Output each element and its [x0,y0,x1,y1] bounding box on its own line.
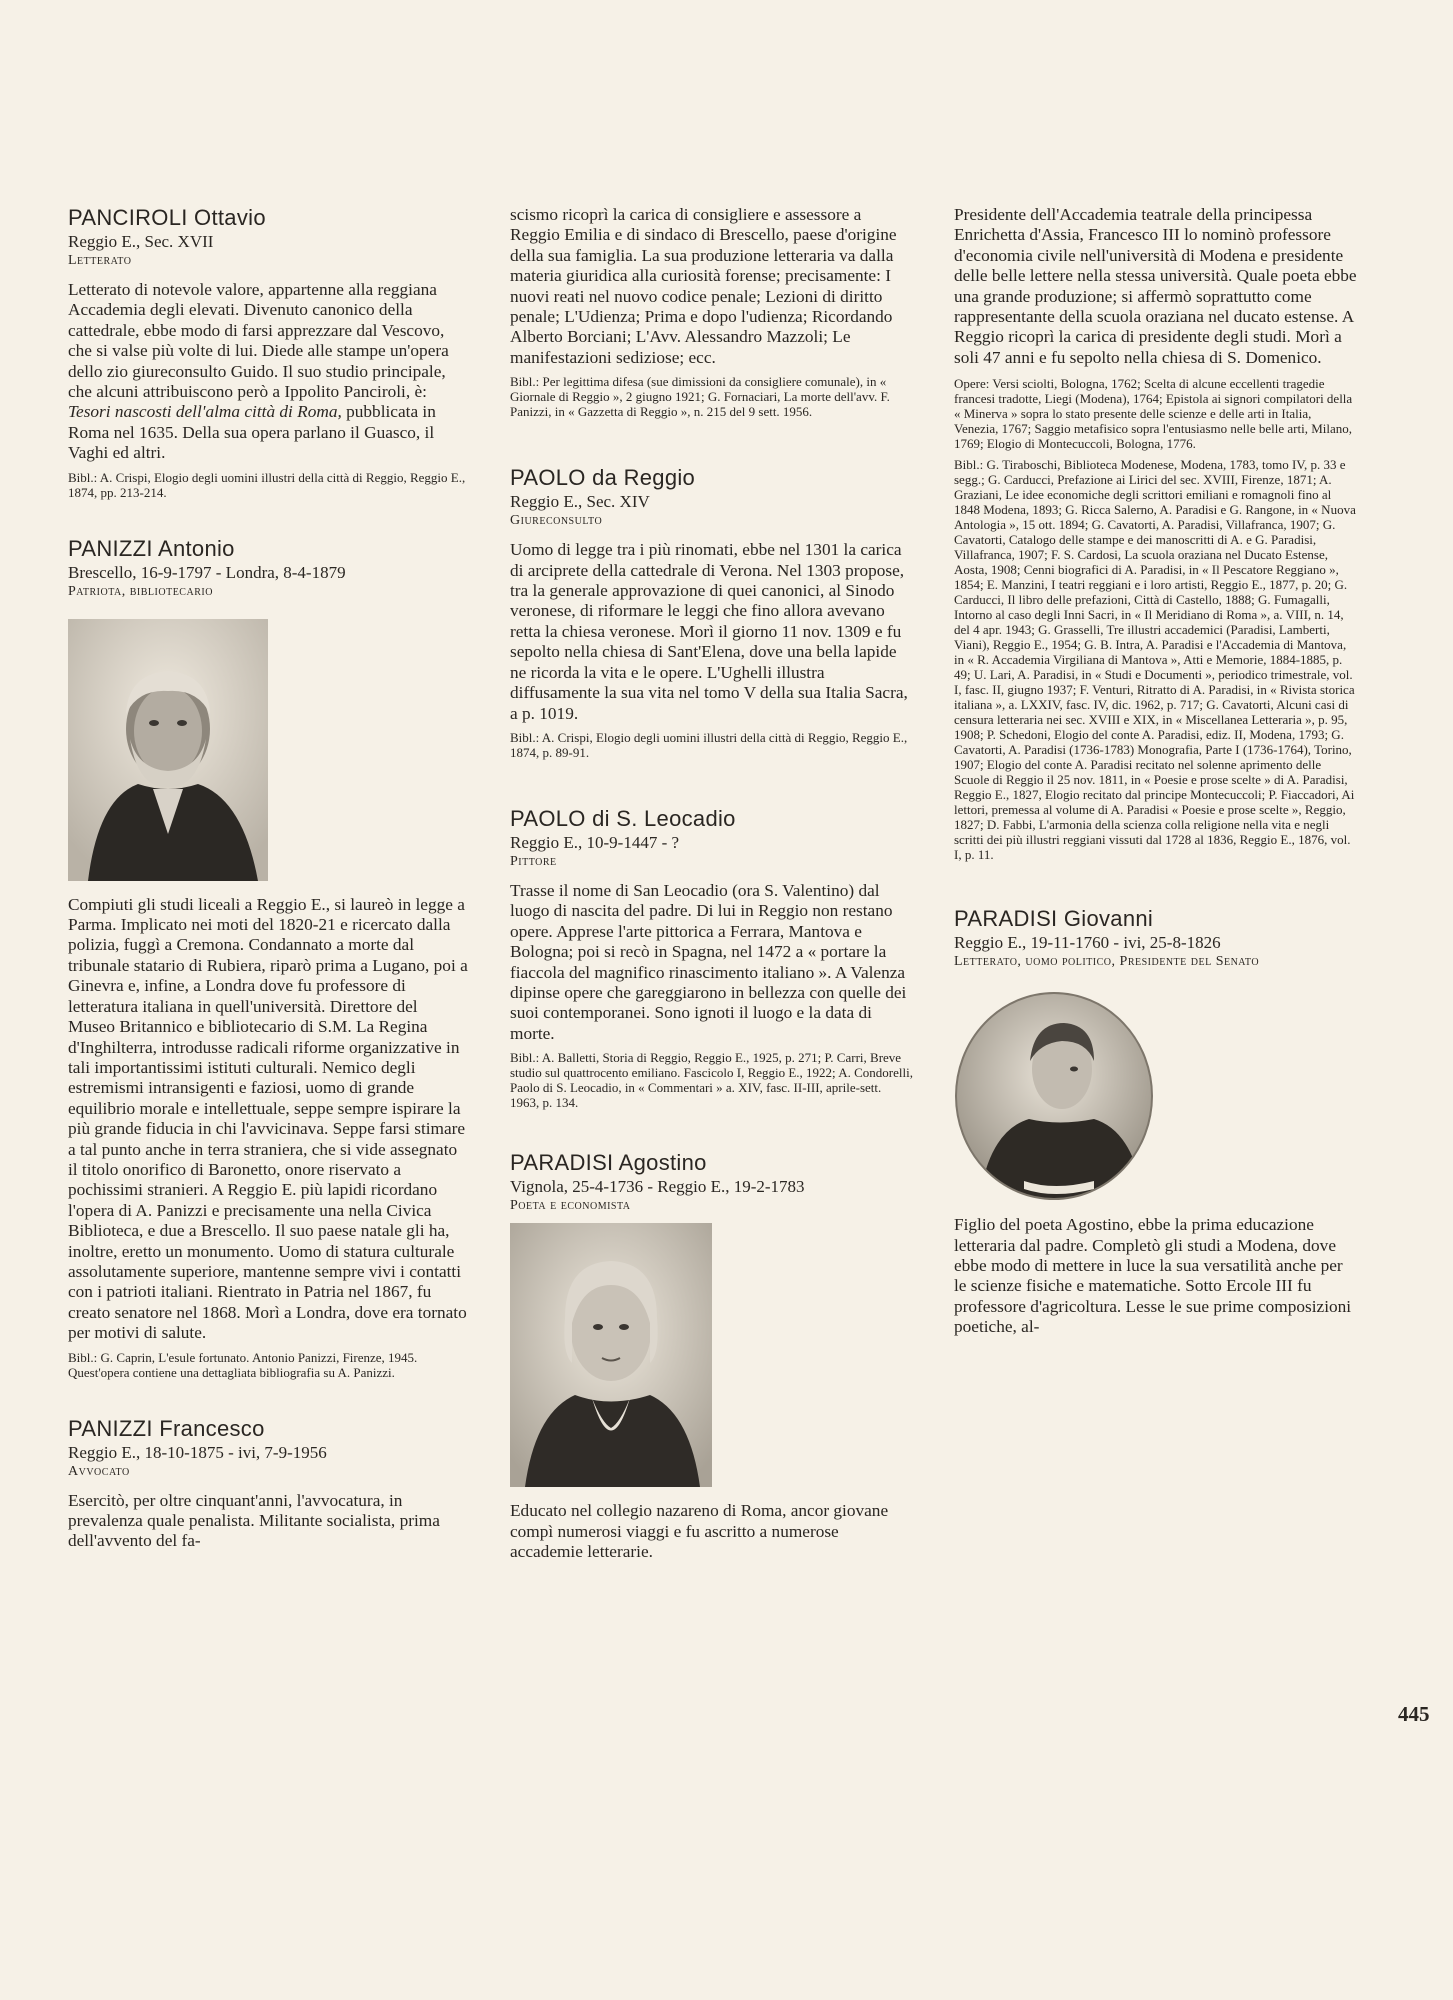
entry-panizzi-francesco [68,1416,468,1552]
entry-paolo-da-reggio [510,465,913,760]
entry-text: Uomo di legge tra i più rinomati, ebbe nel 1301 la carica di arciprete della cattedrale di Verona. Nel 1303 propose, tra la generale approvazione di quei canonici, al Sinodo veronese, di riformare le leggi che fino allora avevano retta la chiesa veronese. Morì il giorno 11 nov. 1309 e fu sepolto nella chiesa di Sant'Elena, dove una bella lapide ne ricorda la vita e le opere. L'Ughelli illustra diffusamente la sua vita nel tomo V della sua Italia Sacra, a p. 1019. [510,540,908,723]
entry-paradisi-agostino-cont [954,205,1357,862]
entry-works: Opere: Versi sciolti, Bologna, 1762; Scelta di alcune eccellenti tragedie francesi tradotte, Liegi (Modena), 1764; Epistola ai signori compilatori della « Minerva » sopra lo stato presente delle scienze e delle arti in Italia, Venezia, 1767; Saggio metafisico sopra l'entusiasmo nelle belle arti, Milano, 1769; Elogio di Montecuccoli, Bologna, 1776. [954,376,1353,452]
entry-text: Esercitò, per oltre cinquant'anni, l'avvocatura, in prevalenza quale penalista. Militante socialista, prima dell'avvento del fa- [68,1490,440,1551]
entry-role: Pittore [510,853,557,869]
entry-bibliography: Bibl.: A. Balletti, Storia di Reggio, Reggio E., 1925, p. 271; P. Carri, Breve studio sul quattrocento emiliano. Fascicolo I, Reggio E., 1922; A. Condorelli, Paolo di S. Leocadio, in « Commentari » a. XIV, fasc. II-III, aprile-sett. 1963, p. 134. [510,1050,913,1111]
entry-bibliography: Bibl.: A. Crispi, Elogio degli uomini illustri della città di Reggio, Reggio E., 1874, pp. 213-214. [68,469,466,500]
entry-dates: Reggio E., 10-9-1447 - ? [510,832,680,852]
entry-dates: Reggio E., Sec. XVII [68,232,214,251]
entry-text: Trasse il nome di San Leocadio (ora S. Valentino) dal luogo di nascita del padre. Di lui in Reggio non restano opere. Apprese l'arte pittorica a Ferrara, Mantova e Bologna; poi si recò in Spagna, nel 1472 a « portare la fiaccola del magnifico rinascimento italiano ». A Valenza dipinse opere che gareggiarono in bellezza con quelle dei suoi contemporanei. Sono ignoti il luogo e la data di morte. [510,880,907,1043]
entry-bibliography: Bibl.: G. Caprin, L'esule fortunato. Antonio Panizzi, Firenze, 1945. Quest'opera contiene una dettagliata bibliografia su A. Panizzi. [68,1349,418,1380]
column-2 [510,205,913,1602]
entry-paradisi-agostino [510,1150,913,1562]
entry-panizzi-francesco-cont [510,205,913,419]
entry-role: Avvocato [68,1463,130,1479]
entry-role: Patriota, bibliotecario [68,583,213,599]
entry-dates: Brescello, 16-9-1797 - Londra, 8-4-1879 [68,562,346,582]
column-1 [68,205,468,1592]
entry-text: Letterato di notevole valore, appartenne alla reggiana Accademia degli elevati. Divenuto canonico della cattedrale, ebbe modo di farsi apprezzare dal Vescovo, che si valse più volte di lui. Diede alle stampe un'opera dello zio giureconsulto Guido. Il suo studio principale, che alcuni attribuiscono però a Ippolito Panciroli, è: Tesori nascosti dell'alma città di Roma, pubblicata in Roma nel 1635. Della sua opera parlano il Guasco, il Vaghi ed altri. [68,280,449,463]
entry-text: Compiuti gli studi liceali a Reggio E., si laureò in legge a Parma. Implicato nei moti del 1820-21 e ricercato dalla polizia, fuggì a Cremona. Condannato a morte dal tribunale statario di Rubiera, riparò prima a Lugano, poi a Ginevra e, infine, a Londra dove fu professore di letteratura italiana in quell'università. Direttore del Museo Britannico e bibliotecario di S.M. La Regina d'Inghilterra, introdusse radicali riforme organizzative in tali importantissimi istituti culturali. Nemico degli estremismi intransigenti e faziosi, uomo di grande equilibrio morale e intellettuale, seppe sempre ispirare la più grande fiducia in chi l'avvicinava. Seppe farsi stimare a tal punto anche in terra straniera, che si vide assegnato il titolo onorifico di Baronetto, onore riservato a pochissimi stranieri. A Reggio E. più lapidi ricordano l'opera di A. Panizzi e precisamente una nella Civica Biblioteca, e due a Brescello. Il suo paese natale gli ha, inoltre, eretto un monumento. Uomo di statura culturale assolutamente superiore, mantenne sempre vivi i contatti con i patrioti italiani. Rientrato in Patria nel 1867, fu creato senatore nel 1868. Morì a Londra, dove era tornato per motivi di salute. [68,894,468,1343]
entry-role: Letterato, uomo politico, Presidente del Senato [954,954,1260,970]
entry-panizzi-antonio [68,536,468,1380]
entry-dates: Reggio E., 18-10-1875 - ivi, 7-9-1956 [68,1442,327,1462]
entry-dates: Vignola, 25-4-1736 - Reggio E., 19-2-1783 [510,1177,805,1197]
portrait-paradisi-giovanni [954,991,1154,1201]
entry-name: PANIZZI Antonio [68,535,235,561]
column-3 [954,205,1357,1378]
entry-paradisi-giovanni [954,906,1357,1337]
entry-name: PARADISI Giovanni [954,906,1154,932]
entry-name: PARADISI Agostino [510,1150,707,1176]
entry-bibliography: Bibl.: Per legittima difesa (sue dimissioni da consigliere comunale), in « Giornale di Reggio », 2 giugno 1921; G. Fornaciari, La morte dell'avv. F. Panizzi, in « Gazzetta di Reggio », n. 215 del 9 sett. 1956. [510,374,890,420]
entry-paolo-di-s-leocadio [510,806,913,1110]
entry-name: PAOLO di S. Leocadio [510,805,736,831]
entry-bibliography: Bibl.: A. Crispi, Elogio degli uomini illustri della città di Reggio, Reggio E., 1874, p. 89-91. [510,729,908,760]
entry-role: Giureconsulto [510,513,603,529]
entry-text: scismo ricoprì la carica di consigliere e assessore a Reggio Emilia e di sindaco di Brescello, paese d'origine della sua famiglia. La sua produzione letteraria va dalla materia giuridica alla curiosità forense; precisamente: I nuovi reati nel nuovo codice penale; Lezioni di diritto penale; L'Udienza; Prima e dopo l'udienza; Ricordando Alberto Borciani; L'Avv. Alessandro Mazzoli; Le manifestazioni sediziose; ecc. [510,205,897,367]
entry-panciroli-ottavio [68,205,468,500]
portrait-paradisi-agostino [510,1223,712,1487]
page-number: 445 [1398,1702,1430,1726]
entry-name: PANIZZI Francesco [68,1415,265,1441]
entry-name: PANCIROLI Ottavio [68,205,266,230]
entry-name: PAOLO da Reggio [510,465,696,491]
portrait-panizzi-antonio [68,619,268,881]
entry-dates: Reggio E., Sec. XIV [510,492,650,512]
entry-text: Figlio del poeta Agostino, ebbe la prima educazione letteraria dal padre. Completò gli studi a Modena, dove ebbe modo di mettere in luce la sua versatilità anche per le scienze fisiche e matematiche. Sotto Ercole III fu professore d'agricoltura. Lesse le sue prime composizioni poetiche, al- [954,1215,1352,1337]
entry-dates: Reggio E., 19-11-1760 - ivi, 25-8-1826 [954,933,1221,953]
entry-bibliography: Bibl.: G. Tiraboschi, Biblioteca Modenese, Modena, 1783, tomo IV, p. 33 e segg.; G. Carducci, Prefazione ai Lirici del sec. XVIII, Firenze, 1871; A. Graziani, Le idee economiche degli scrittori emiliani e romagnoli fino al 1848 Modena, 1893; G. Ricca Salerno, A. Paradisi e G. Rangone, in « Nuova Antologia », 15 ott. 1894; G. Cavatorti, A. Paradisi, Villafranca, 1907; G. Cavatorti, Catalogo delle stampe e dei manoscritti di A. e G. Paradisi, Villafranca, 1907; F. S. Cardosi, La scuola oraziana nel Ducato Estense, Aosta, 1908; Cenni biografici di A. Paradisi, in « Il Pescatore Reggiano », 1854; E. Manzini, I teatri reggiani e i loro artisti, Reggio E., 1877, p. 20; G. Carducci, Il libro delle prefazioni, Città di Castello, 1888; G. Fumagalli, Intorno al caso degli Inni Sacri, in « Il Meridiano di Roma », a. VIII, n. 14, del 4 apr. 1943; G. Grasselli, Tre illustri accademici (Paradisi, Lamberti, Viani), Reggio E., 1954; G. B. Intra, A. Paradisi e l'Accademia di Mantova, in « R. Accademia Virgiliana di Mantova », Atti e Memorie, 1884-1885, p. 49; U. Lari, A. Paradisi, in « Studi e Documenti », periodico trimestrale, vol. I, fasc. II, giugno 1937; F. Venturi, Ritratto di A. Paradisi, in « Rivista storica italiana », a. LXXIV, fasc. IV, dic. 1962, p. 717; G. Cavatorti, Alcuni casi di censura letteraria nei sec. XVIII e XIX, in « Miscellanea Letteraria », p. 95, 1908; P. Schedoni, Elogio del conte A. Paradisi, ediz. II, Modena, 1793; G. Cavatorti, A. Paradisi (1736-1783) Monografia, Parte I (1736-1764), Torino, 1907; Elogio del conte A. Paradisi recitato nel solenne aprimento delle Scuole di Reggio il 25 nov. 1811, in « Poesie e prose scelte » di A. Paradisi, Reggio E., 1827, Elogio recitato dal principe Montecuccoli; P. Fiaccadori, Ai lettori, premessa al volume di A. Paradisi « Poesie e prose scelte », Reggio, 1827; D. Fabbi, L'armonia della scienza colla religione nella vita e negli scritti dei più illustri reggiani vissuti dal 1728 al 1836, Reggio E., 1876, vol. I, p. 11. [954,457,1356,863]
entry-text: Educato nel collegio nazareno di Roma, ancor giovane compì numerosi viaggi e fu ascritto a numerose accademie letterarie. [510,1501,889,1561]
entry-role: Poeta e economista [510,1198,631,1214]
entry-role: Letterato [68,253,132,268]
entry-text: Presidente dell'Accademia teatrale della principessa Enrichetta d'Assia, Francesco III lo nominò professore d'economia civile nell'università di Modena e presidente delle belle lettere nella stessa università. Quale poeta ebbe una grande produzione; si affermò soprattutto come rappresentante della scuola oraziana nel ducato estense. A Reggio ricoprì la carica di presidente degli studi. Morì a soli 47 anni e fu sepolto nella chiesa di S. Domenico. [954,205,1357,367]
